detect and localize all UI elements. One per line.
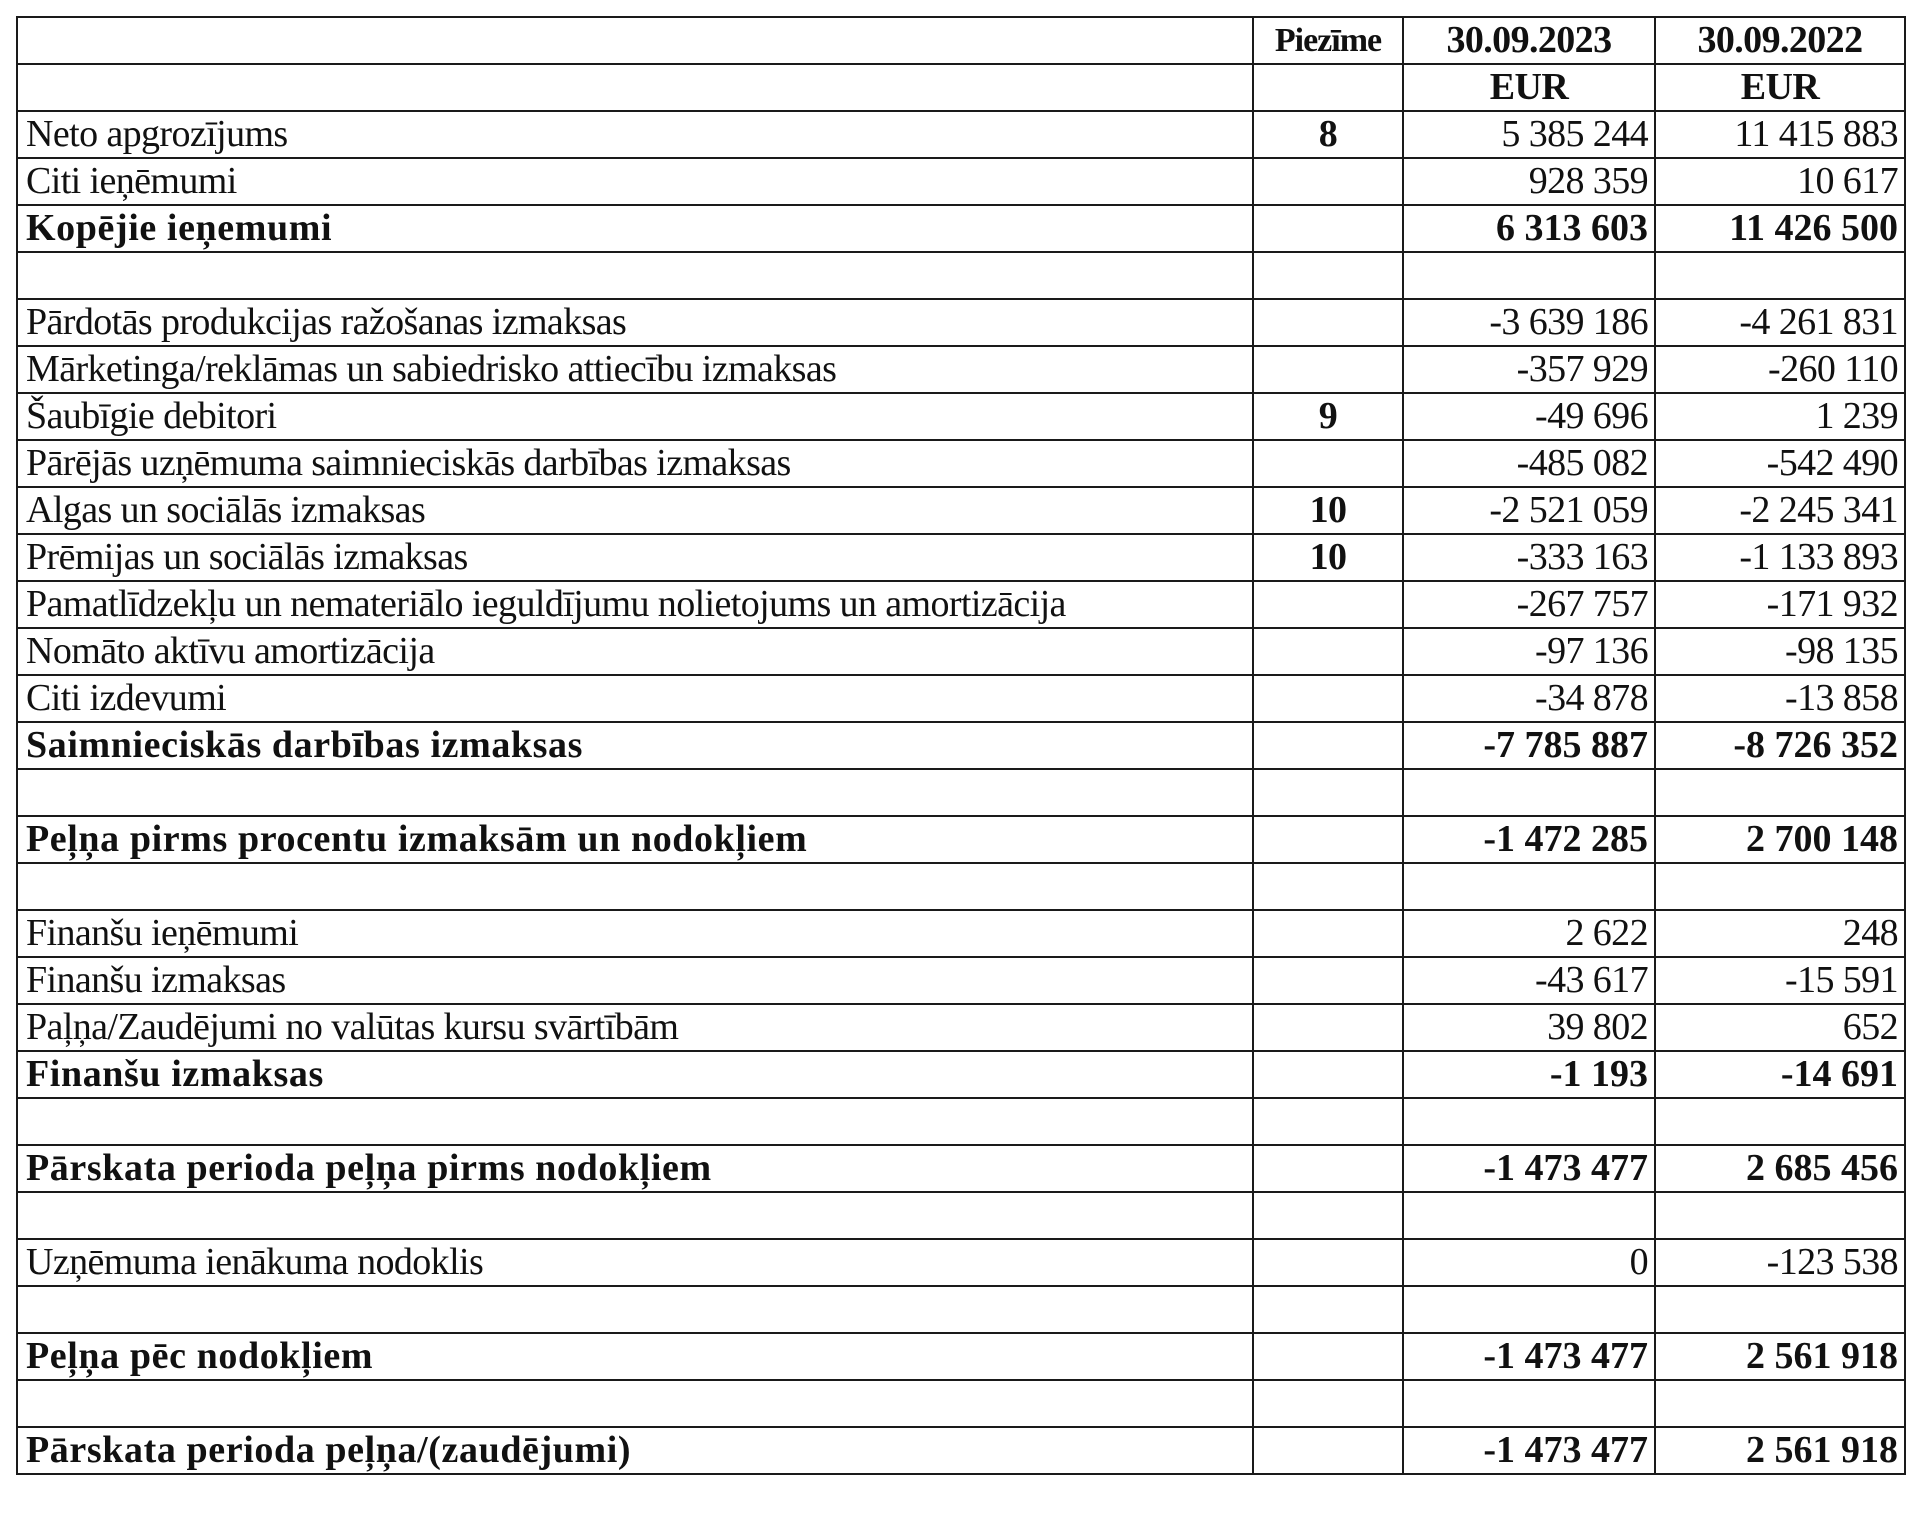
income-statement-table xyxy=(16,16,1906,1475)
note-reference xyxy=(1253,1380,1403,1427)
value-2023: -333 163 xyxy=(1403,534,1655,581)
blank-row xyxy=(17,1192,1905,1239)
line-item-label: Mārketinga/reklāmas un sabiedrisko attiecību izmaksas xyxy=(17,346,1253,393)
col-2023-unit-header: EUR xyxy=(1403,64,1655,111)
value-2022: 2 685 456 xyxy=(1655,1145,1905,1192)
header-label-cell xyxy=(17,64,1253,111)
line-item-label: Finanšu ieņēmumi xyxy=(17,910,1253,957)
value-2023 xyxy=(1403,1098,1655,1145)
line-item-label: Paļņa/Zaudējumi no valūtas kursu svārtībām xyxy=(17,1004,1253,1051)
line-item-label: Pamatlīdzekļu un nemateriālo ieguldījumu nolietojums un amortizācija xyxy=(17,581,1253,628)
note-reference: 9 xyxy=(1253,393,1403,440)
line-item-label: Neto apgrozījums xyxy=(17,111,1253,158)
blank-row xyxy=(17,1286,1905,1333)
line-item-row xyxy=(17,299,1905,346)
line-item-row xyxy=(17,111,1905,158)
blank-row xyxy=(17,863,1905,910)
note-reference xyxy=(1253,252,1403,299)
total-row xyxy=(17,816,1905,863)
value-2023: 2 622 xyxy=(1403,910,1655,957)
value-2023: -357 929 xyxy=(1403,346,1655,393)
line-item-label: Finanšu izmaksas xyxy=(17,1051,1253,1098)
value-2022 xyxy=(1655,769,1905,816)
line-item-label: Citi ieņēmumi xyxy=(17,158,1253,205)
line-item-row xyxy=(17,675,1905,722)
note-reference xyxy=(1253,581,1403,628)
value-2023: 5 385 244 xyxy=(1403,111,1655,158)
col-2022-date-header: 30.09.2022 xyxy=(1655,17,1905,64)
note-reference xyxy=(1253,1427,1403,1474)
line-item-row xyxy=(17,628,1905,675)
total-row xyxy=(17,1145,1905,1192)
note-reference xyxy=(1253,910,1403,957)
line-item-row xyxy=(17,393,1905,440)
total-row xyxy=(17,205,1905,252)
line-item-row xyxy=(17,158,1905,205)
line-item-label: Peļņa pēc nodokļiem xyxy=(17,1333,1253,1380)
value-2022 xyxy=(1655,252,1905,299)
line-item-label xyxy=(17,1286,1253,1333)
line-item-label: Pārējās uzņēmuma saimnieciskās darbības izmaksas xyxy=(17,440,1253,487)
note-column-header: Piezīme xyxy=(1253,17,1403,64)
note-reference xyxy=(1253,440,1403,487)
value-2023: 39 802 xyxy=(1403,1004,1655,1051)
value-2023: -34 878 xyxy=(1403,675,1655,722)
value-2023: 6 313 603 xyxy=(1403,205,1655,252)
value-2023: -1 473 477 xyxy=(1403,1145,1655,1192)
col-2023-date-header: 30.09.2023 xyxy=(1403,17,1655,64)
line-item-label xyxy=(17,863,1253,910)
note-reference xyxy=(1253,299,1403,346)
value-2023: -1 472 285 xyxy=(1403,816,1655,863)
value-2023 xyxy=(1403,252,1655,299)
value-2022: 1 239 xyxy=(1655,393,1905,440)
value-2023: -7 785 887 xyxy=(1403,722,1655,769)
value-2022 xyxy=(1655,1286,1905,1333)
value-2022: 2 700 148 xyxy=(1655,816,1905,863)
line-item-label: Peļņa pirms procentu izmaksām un nodokļiem xyxy=(17,816,1253,863)
line-item-label xyxy=(17,1380,1253,1427)
value-2023: -3 639 186 xyxy=(1403,299,1655,346)
line-item-row xyxy=(17,910,1905,957)
note-reference xyxy=(1253,957,1403,1004)
note-reference xyxy=(1253,769,1403,816)
value-2023: -485 082 xyxy=(1403,440,1655,487)
value-2022: -1 133 893 xyxy=(1655,534,1905,581)
line-item-label xyxy=(17,769,1253,816)
blank-row xyxy=(17,1380,1905,1427)
value-2023 xyxy=(1403,863,1655,910)
note-reference xyxy=(1253,346,1403,393)
value-2022 xyxy=(1655,863,1905,910)
note-reference xyxy=(1253,816,1403,863)
line-item-row xyxy=(17,534,1905,581)
line-item-label: Pārdotās produkcijas ražošanas izmaksas xyxy=(17,299,1253,346)
value-2023: -267 757 xyxy=(1403,581,1655,628)
total-row xyxy=(17,1427,1905,1474)
line-item-label: Pārskata perioda peļņa/(zaudējumi) xyxy=(17,1427,1253,1474)
note-reference xyxy=(1253,1098,1403,1145)
blank-row xyxy=(17,769,1905,816)
value-2022: -98 135 xyxy=(1655,628,1905,675)
value-2023: -1 193 xyxy=(1403,1051,1655,1098)
value-2023: -97 136 xyxy=(1403,628,1655,675)
line-item-row xyxy=(17,1004,1905,1051)
value-2023: 928 359 xyxy=(1403,158,1655,205)
value-2022: -2 245 341 xyxy=(1655,487,1905,534)
value-2022: -260 110 xyxy=(1655,346,1905,393)
line-item-label xyxy=(17,1192,1253,1239)
note-reference xyxy=(1253,1333,1403,1380)
value-2022: 10 617 xyxy=(1655,158,1905,205)
line-item-label: Prēmijas un sociālās izmaksas xyxy=(17,534,1253,581)
line-item-row xyxy=(17,440,1905,487)
income-statement-body xyxy=(17,17,1905,1474)
value-2022: -13 858 xyxy=(1655,675,1905,722)
value-2022: -542 490 xyxy=(1655,440,1905,487)
header-note-cell xyxy=(1253,64,1403,111)
value-2023: -1 473 477 xyxy=(1403,1333,1655,1380)
total-row xyxy=(17,1051,1905,1098)
note-reference xyxy=(1253,863,1403,910)
value-2022: -15 591 xyxy=(1655,957,1905,1004)
value-2023: -43 617 xyxy=(1403,957,1655,1004)
value-2022: -8 726 352 xyxy=(1655,722,1905,769)
line-item-label: Kopējie ieņemumi xyxy=(17,205,1253,252)
line-item-label: Pārskata perioda peļņa pirms nodokļiem xyxy=(17,1145,1253,1192)
note-reference: 10 xyxy=(1253,487,1403,534)
line-item-label xyxy=(17,1098,1253,1145)
value-2023: -2 521 059 xyxy=(1403,487,1655,534)
line-item-label: Citi izdevumi xyxy=(17,675,1253,722)
line-item-row xyxy=(17,487,1905,534)
value-2022 xyxy=(1655,1380,1905,1427)
value-2022: -123 538 xyxy=(1655,1239,1905,1286)
line-item-label: Nomāto aktīvu amortizācija xyxy=(17,628,1253,675)
value-2022: 2 561 918 xyxy=(1655,1427,1905,1474)
value-2023: 0 xyxy=(1403,1239,1655,1286)
note-reference: 8 xyxy=(1253,111,1403,158)
value-2022: -171 932 xyxy=(1655,581,1905,628)
value-2022 xyxy=(1655,1192,1905,1239)
header-label-cell xyxy=(17,17,1253,64)
value-2023 xyxy=(1403,1286,1655,1333)
note-reference xyxy=(1253,1239,1403,1286)
note-reference xyxy=(1253,722,1403,769)
blank-row xyxy=(17,252,1905,299)
line-item-label: Saimnieciskās darbības izmaksas xyxy=(17,722,1253,769)
line-item-label: Algas un sociālās izmaksas xyxy=(17,487,1253,534)
line-item-row xyxy=(17,957,1905,1004)
note-reference xyxy=(1253,1192,1403,1239)
note-reference xyxy=(1253,205,1403,252)
total-row xyxy=(17,722,1905,769)
line-item-label: Šaubīgie debitori xyxy=(17,393,1253,440)
line-item-row xyxy=(17,1239,1905,1286)
col-2022-unit-header: EUR xyxy=(1655,64,1905,111)
header-row-dates xyxy=(17,17,1905,64)
value-2022: -14 691 xyxy=(1655,1051,1905,1098)
line-item-row xyxy=(17,581,1905,628)
line-item-row xyxy=(17,346,1905,393)
note-reference xyxy=(1253,1286,1403,1333)
value-2022: 652 xyxy=(1655,1004,1905,1051)
value-2023: -1 473 477 xyxy=(1403,1427,1655,1474)
value-2023 xyxy=(1403,1192,1655,1239)
value-2022: 2 561 918 xyxy=(1655,1333,1905,1380)
value-2022: 248 xyxy=(1655,910,1905,957)
line-item-label xyxy=(17,252,1253,299)
note-reference xyxy=(1253,158,1403,205)
line-item-label: Finanšu izmaksas xyxy=(17,957,1253,1004)
value-2022: 11 426 500 xyxy=(1655,205,1905,252)
line-item-label: Uzņēmuma ienākuma nodoklis xyxy=(17,1239,1253,1286)
note-reference xyxy=(1253,628,1403,675)
note-reference xyxy=(1253,1051,1403,1098)
value-2023 xyxy=(1403,769,1655,816)
value-2022: 11 415 883 xyxy=(1655,111,1905,158)
blank-row xyxy=(17,1098,1905,1145)
total-row xyxy=(17,1333,1905,1380)
value-2022: -4 261 831 xyxy=(1655,299,1905,346)
value-2023 xyxy=(1403,1380,1655,1427)
note-reference xyxy=(1253,1004,1403,1051)
note-reference xyxy=(1253,675,1403,722)
header-row-units xyxy=(17,64,1905,111)
value-2023: -49 696 xyxy=(1403,393,1655,440)
note-reference xyxy=(1253,1145,1403,1192)
value-2022 xyxy=(1655,1098,1905,1145)
note-reference: 10 xyxy=(1253,534,1403,581)
